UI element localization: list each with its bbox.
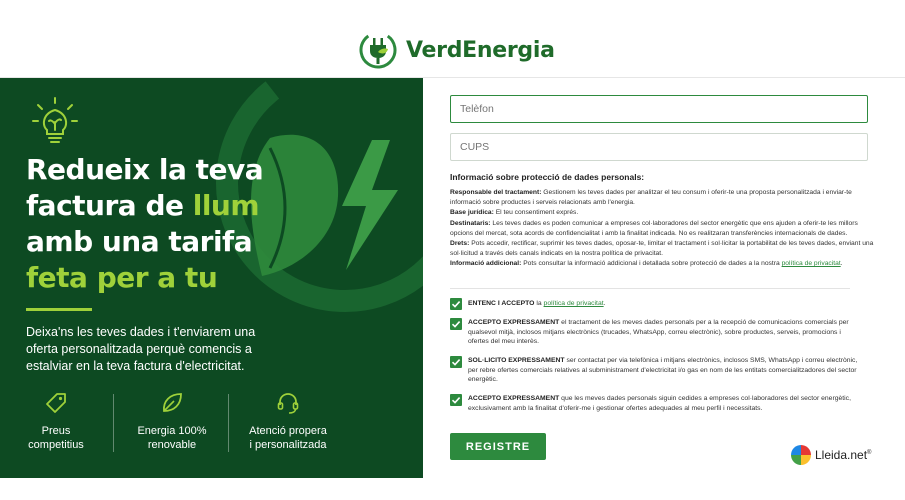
consent-privacy-end: . bbox=[603, 300, 606, 307]
consent-marketing-text bbox=[468, 318, 858, 347]
lightbulb-leaf-icon bbox=[30, 96, 80, 146]
legal-basis-label: Base jurídica: bbox=[450, 209, 494, 217]
consent-contact-checkbox[interactable] bbox=[450, 356, 462, 368]
consent-contact[interactable] bbox=[450, 356, 860, 390]
cups-input[interactable] bbox=[450, 133, 868, 161]
consent-marketing[interactable] bbox=[450, 318, 860, 352]
form-panel bbox=[423, 78, 905, 478]
feature-support bbox=[228, 390, 348, 452]
partner-name: Lleida.net bbox=[815, 448, 868, 462]
consent-contact-text bbox=[468, 356, 858, 385]
brand[interactable] bbox=[358, 30, 555, 70]
consent-contact-body: ser contactat per via telefònica i mitjans electrònics, inclosos SMS, WhatsApp i correu electrònic, per rebre ofertes comercials relatives al subministrament d'electricitat i/o gas en nom de les entitats comercialitzadores del sector energètic. bbox=[468, 357, 858, 384]
consent-share-checkbox[interactable] bbox=[450, 394, 462, 406]
hero-description: Deixa'ns les teves dades i t'enviarem una oferta personalitzada perquè comencis a estalviar en la teva factura d'electricitat. bbox=[26, 325, 256, 373]
feature-prices bbox=[0, 390, 116, 452]
partner-logo[interactable] bbox=[791, 445, 871, 465]
hero-panel bbox=[0, 78, 423, 478]
consent-share-body: que les meves dades personals siguin cedides a empreses col·laboradores del sector energètic, exclusivament amb la finalitat d'oferir-me i gestionar ofertes adequades al meu perfil i necessitats. bbox=[468, 395, 851, 412]
headline-line-4: feta per a tu bbox=[26, 261, 218, 294]
lleida-net-logo-icon bbox=[791, 445, 811, 465]
additional-label: Informació addicional: bbox=[450, 260, 522, 268]
consent-contact-bold: SOL·LICITO EXPRESSAMENT bbox=[468, 357, 565, 364]
register-button[interactable]: REGISTRE bbox=[450, 433, 546, 460]
feature-renewable bbox=[112, 390, 232, 452]
consent-privacy[interactable] bbox=[450, 298, 860, 312]
feature-prices-label: Preus competitius bbox=[28, 425, 84, 451]
checkmark-icon bbox=[451, 395, 461, 405]
consent-share-text bbox=[468, 394, 858, 413]
legal-basis-text: El teu consentiment exprés. bbox=[495, 209, 579, 217]
divider bbox=[450, 288, 850, 289]
consent-share-bold: ACCEPTO EXPRESSAMENT bbox=[468, 395, 560, 402]
headline-line-1: Redueix la teva bbox=[26, 153, 264, 186]
privacy-title: Informació sobre protecció de dades personals: bbox=[450, 172, 645, 182]
leaf-icon bbox=[159, 390, 185, 416]
partner-registered: ® bbox=[867, 450, 872, 456]
responsible-label: Responsable del tractament: bbox=[450, 189, 542, 196]
rights-label: Drets: bbox=[450, 240, 470, 248]
feature-list bbox=[0, 390, 423, 470]
consent-privacy-link[interactable]: política de privacitat bbox=[543, 300, 604, 307]
feature-support-label: Atenció propera i personalitzada bbox=[249, 425, 327, 451]
responsible-text: Gestionem les teves dades per analitzar el teu consum i oferir-te una proposta personalitzada i enviar-te informació sobre productes i serveis relacionats amb l'energia. bbox=[450, 189, 852, 207]
brand-name: VerdEnergia bbox=[406, 37, 555, 63]
plug-leaf-logo-icon bbox=[358, 30, 398, 70]
privacy-policy-link[interactable]: política de privacitat bbox=[781, 260, 841, 268]
headset-icon bbox=[275, 390, 301, 416]
checkmark-icon bbox=[451, 357, 461, 367]
consent-share[interactable] bbox=[450, 394, 860, 428]
phone-input[interactable] bbox=[450, 95, 868, 123]
privacy-body bbox=[450, 188, 875, 270]
feature-renewable-label: Energia 100% renovable bbox=[137, 425, 207, 451]
consent-privacy-text bbox=[468, 299, 858, 309]
top-bar bbox=[0, 0, 905, 78]
rights-text: Pots accedir, rectificar, suprimir les teves dades, oposar-te, limitar el tractament i sol·licitar la portabilitat de les teves dades, enviant una sol·licitud a través dels canals indicats en la nostra política de privacitat. bbox=[450, 240, 874, 258]
hero-headline bbox=[26, 152, 326, 296]
consent-marketing-checkbox[interactable] bbox=[450, 318, 462, 330]
price-tag-icon bbox=[43, 390, 69, 416]
consent-privacy-checkbox[interactable] bbox=[450, 298, 462, 310]
additional-text: Pots consultar la informació addicional i detallada sobre protecció de dades a la nostra bbox=[523, 260, 782, 268]
consent-privacy-mid: la bbox=[534, 300, 544, 307]
privacy-info bbox=[450, 172, 875, 270]
additional-end: . bbox=[840, 260, 843, 268]
recipients-text: Les teves dades es poden comunicar a empreses col·laboradores del sector energètic que ens ajuden a oferir-te les millors opcions del mercat, sota acords de confidencialitat i amb la finalitat indicada. No es realitzaran transferències internacionals de dades. bbox=[450, 219, 858, 237]
checkmark-icon bbox=[451, 299, 461, 309]
checkmark-icon bbox=[451, 319, 461, 329]
consent-privacy-bold: ENTENC I ACCEPTO bbox=[468, 300, 535, 307]
headline-highlight-llum: llum bbox=[192, 189, 260, 222]
consent-marketing-bold: ACCEPTO EXPRESSAMENT bbox=[468, 319, 560, 326]
headline-underline bbox=[26, 308, 92, 311]
consent-marketing-body: el tractament de les meves dades personals per a la recepció de comunicacions comercials per qualsevol mitjà, inclosos mitjans electrònics (trucades, WhatsApp, correu electrònic), sobre productes, serveis, promocions i ofertes del meu interès. bbox=[468, 319, 849, 346]
headline-line-2: factura de bbox=[26, 189, 193, 222]
headline-line-3: amb una tarifa bbox=[26, 225, 253, 258]
recipients-label: Destinataris: bbox=[450, 219, 491, 227]
